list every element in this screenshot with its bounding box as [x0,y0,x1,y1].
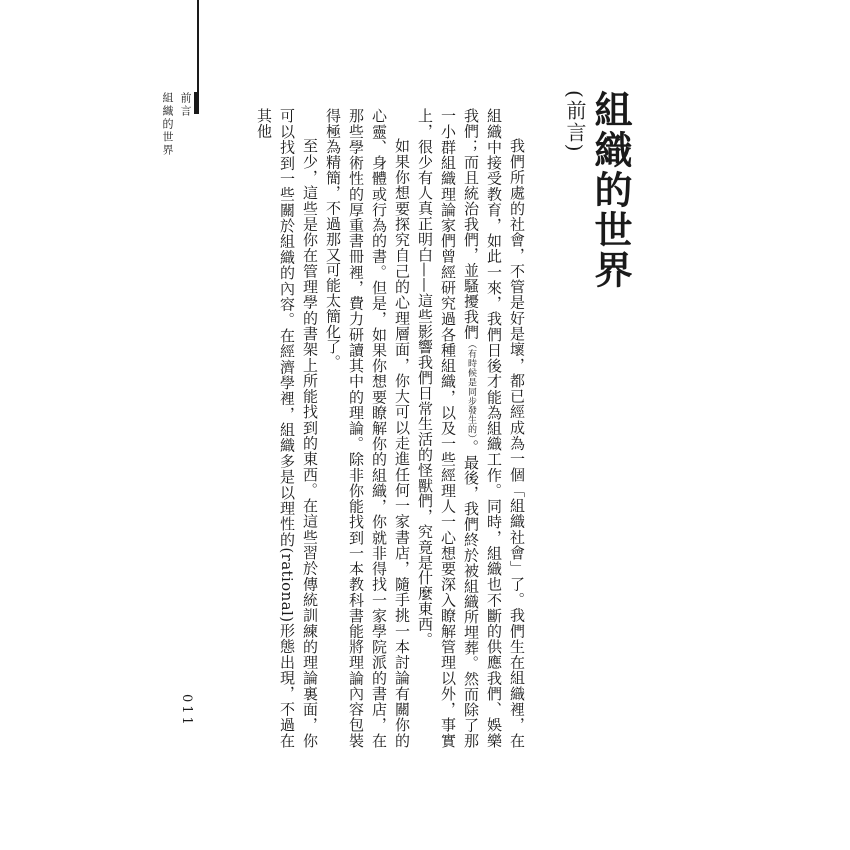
paragraph-1-tail: 。最後，我們終於被組織所埋葬。然而除了那一小群組織理論家們曾經研究過各種組織，以及一些經理人一心想要深入瞭解管理以外，事實上，很少有人真正明白——這些影響我們日常生活的怪獸們，究竟是什麼東西。 [416,108,480,748]
paragraph-1-text: 我們所處的社會，不管是好是壞，都已經成為一個「組織社會」了。我們生在組織裡，在組織中接受教育，如此一來，我們日後才能為組織工作。同時，組織也不斷的供應我們、娛樂我們；而且統治我們，並騷擾我們 [462,108,526,748]
paragraph-3: 至少，這些是你在管理學的書架上所能找到的東西。在這些習於傳統訓練的理論裏面，你可以找到一些關於組織的內容。在經濟學裡，組織多是以理性的(rational)形態出現，不過在其他 [255,108,319,748]
running-header-chapter: 組織的世界 [161,92,174,157]
running-header-section: 前言 [179,92,192,118]
chapter-title: 組織的世界 [588,90,633,290]
running-header [161,92,194,252]
paragraph-2: 如果你想要探究自己的心理層面，你大可以走進任何一家書店，隨手挑一本討論有關你的心靈、身體或行為的書。但是，如果你想要瞭解你的組織，你就非得找一家學院派的書店，在那些學術性的厚重書冊裡，費力研讀其中的理論。除非你能找到一本教科書能將理論內容包裝得極為精簡，不過那又可能太簡化了。 [324,108,411,748]
paragraph-1-note: （有時候是同步發生的） [466,339,476,440]
body-text [228,108,528,748]
page-number: 011 [179,694,194,728]
header-rule-marker [194,92,199,114]
chapter-title-block [560,90,633,300]
chapter-title-prefix: (前言) [563,90,587,154]
paragraph-1 [413,108,528,748]
